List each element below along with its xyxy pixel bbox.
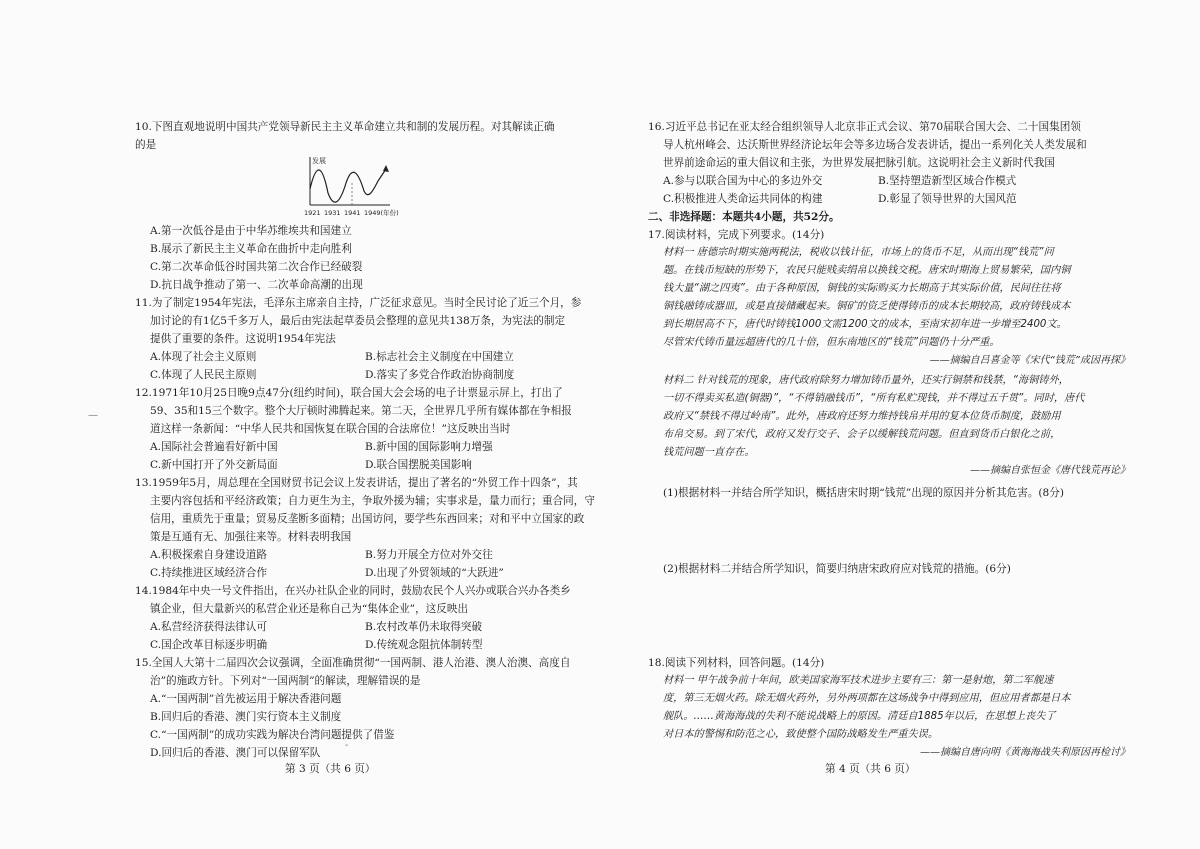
q10-options: A.第一次低谷是由于中华苏维埃共和国建立 B.展示了新民主主义革命在曲折中走向胜利 C.第二次革命低谷时国共第二次合作已经破裂 D.抗日战争推动了第一、二次革命高潮的出现 xyxy=(150,225,363,291)
margin-mark: - xyxy=(345,740,349,751)
q17-material-2-source: ——摘编自张恒金《唐代钱荒再论》 xyxy=(970,465,1130,476)
q15-options: A.“一国两制”首先被运用于解决香港问题 B.回归后的香港、澳门实行资本主义制度 C.“一国两制”的成功实践为解决台湾问题提供了借鉴 D.回归后的香港、澳门可以保留军队 xyxy=(150,693,395,759)
q15-stem: 15.全国人大第十二届四次会议强调，全面准确贯彻“一国两制、港人治港、澳人治澳、高度自 治”的施政方针。下列对“一国两制”的解读，理解错误的是 xyxy=(135,657,571,687)
q17-title: 17.阅读材料，完成下列要求。(14分) xyxy=(648,229,825,241)
q13-stem: 13.1959年5月，周总理在全国财贸书记会议上发表讲话，提出了著名的“外贸工作十四条”，其 主要内容包括和平经济政策；自力更生为主，争取外援为辅；实事求是，量力而行；重合同，守 信用，重质先于重量；贸易反垄断多面精；出国访问，要学些东西回来；对和平中立国家的政 策是互通有无、加强往来等。材料表明我国 xyxy=(135,477,595,543)
q17-material-1: 材料一 唐德宗时期实施两税法，税收以钱计征，市场上的货币不足，从而出现“钱荒”问 题。在钱币短缺的形势下，农民只能贱卖绢帛以换钱交税。唐宋时期海上贸易繁荣，国内铜 钱大量“湖之四夷”。由于各种原因，铜钱的实际购买力长期高于其实际价值，民间往往将 铜钱融铸成器皿，或是直接储藏起来。铜矿的资乏使得铸币的成本长期较高，政府铸钱成本 到长期居高不下，唐代时铸钱1000文需1200文的成本，至南宋初年进一步增至2400文。 尽管宋代铸币量远超唐代的几十倍，但东南地区的“钱荒”问题仍十分严重。 xyxy=(663,247,1071,348)
q17-subquestion-1: (1)根据材料一并结合所学知识，概括唐宋时期“钱荒”出现的原因并分析其危害。(8分) xyxy=(663,487,1065,499)
left-exam-page: 10.下图直观地说明中国共产党领导新民主主义革命建立共和制的发展历程。对其解读正确 的是 发展 1921 1931 1941 1949(年份) A.第一次低谷是由于中华苏维埃共和国建立 B.展示了新民主主义革命在曲折中走向胜利 C.第二次革命低谷时国共第二次合作已经破裂 D.抗日战争推动了第一、二次革命高潮的出现 11.为了制定1954年宪法，毛泽东主席亲自主持，广泛征求意见。当时全民讨论了近三个月，参 加讨论的有1亿5千多万人，最后由宪法起草委员会整理的意见共138万条，为宪法的制定 提供了重要的条件。这说明1954年宪法 A.体现了社会主义原则 B.标志社会主义制度在中国建立 C.体现了人民民主原则 D.落实了多党合作政治协商制度 12.1971年10月25日晚9点47分(纽约时间)，联合国大会会场的电子计票显示屏上，打出了 59、35和15三个数字。整个大厅顿时沸腾起来。第二天，全世界几乎所有媒体都在争相报 道这样一条新闻：“中华人民共和国恢复在联合国的合法席位！”这反映出当时 A.国际社会普遍看好新中国 B.新中国的国际影响力增强 C.新中国打开了外交新局面 D.联合国摆脱美国影响 13.1959年5月，周总理在全国财贸书记会议上发表讲话，提出了著名的“外贸工作十四条”，其 主要内容包括和平经济政策；自力更生为主，争取外援为辅；实事求是，量力而行；重合同，守 信用，重质先于重量；贸易反垄断多面精；出国访问，要学些东西回来；对和平中立国家的政 策是互通有无、加强往来等。材料表明我国 A.积极探索自身建设道路 B.努力开展全方位对外交往 C.持续推进区域经济合作 D.出现了外贸领域的“大跃进” 14.1984年中央一号文件指出，在兴办社队企业的同时，鼓励农民个人兴办或联合兴办各类乡 镇企业，但大量新兴的私营企业还是称自己为“集体企业”，这反映出 A.私营经济获得法律认可 B.农村改革仍未取得突破 C.国企改革目标逐步明确 D.传统观念阻抗体制转型 15.全国人大第十二届四次会议强调，全面准确贯彻“一国两制、港人治港、澳人治澳、高度自 治”的施政方针。下列对“一国两制”的解读，理解错误的是 A.“一国两制”首先被运用于解决香港问题 B.回归后的香港、澳门实行资本主义制度 C.“一国两制”的成功实践为解决台湾问题提供了借鉴 D.回归后的香港、澳门可以保留军队 — - 第 3 页（共 6 页） xyxy=(0,0,600,849)
margin-mark: — xyxy=(88,410,98,421)
q11-stem: 11.为了制定1954年宪法，毛泽东主席亲自主持，广泛征求意见。当时全民讨论了近三个月，参 加讨论的有1亿5千多万人，最后由宪法起草委员会整理的意见共138万条，为宪法的制定 提供了重要的条件。这说明1954年宪法 xyxy=(135,297,582,345)
q17-subquestion-2: (2)根据材料二并结合所学知识，简要归纳唐宋政府应对钱荒的措施。(6分) xyxy=(663,563,1011,575)
q14-stem: 14.1984年中央一号文件指出，在兴办社队企业的同时，鼓励农民个人兴办或联合兴办各类乡 镇企业，但大量新兴的私营企业还是称自己为“集体企业”，这反映出 xyxy=(135,585,571,615)
q10-chart-tick: 1941 xyxy=(344,209,361,217)
q17-material-1-source: ——摘编自吕喜金等《宋代“钱荒”成因再探》 xyxy=(929,355,1130,366)
q10-chart-tick: 1921 xyxy=(304,209,321,217)
page-number-left: 第 3 页（共 6 页） xyxy=(285,763,376,775)
q17-material-2: 材料二 针对钱荒的现象，唐代政府除努力增加铸币量外，还实行铜禁和钱禁，“海铜铸外， 一切不得卖买私造(铜器)”，“不得销融钱币”，“所有私贮现钱，并不得过五千贯”。同时，唐代 政府又“禁钱不得过岭南”。此外，唐政府还努力维持钱帛并用的复本位货币制度，鼓励用 布帛交易。到了宋代，政府又发行交子、会子以缓解钱荒问题。但直到货币白银化之前， 钱荒问题一直存在。 xyxy=(663,375,1085,458)
q16-stem: 16.习近平总书记在亚太经合组织领导人北京非正式会议、第70届联合国大会、二十国集团领 导人杭州峰会、达沃斯世界经济论坛年会等多边场合发表讲话，提出一系列化关人类发展和 世界前途命运的重大倡议和主张，为世界发展把脉引航。这说明社会主义新时代我国 xyxy=(648,121,1087,169)
q12-stem: 12.1971年10月25日晚9点47分(纽约时间)，联合国大会会场的电子计票显示屏上，打出了 59、35和15三个数字。整个大厅顿时沸腾起来。第二天，全世界几乎所有媒体都在争相报 道这样一条新闻：“中华人民共和国恢复在联合国的合法席位！”这反映出当时 xyxy=(135,387,572,435)
q10-chart-tick: 1949(年份) xyxy=(364,209,399,217)
right-exam-page: 16.习近平总书记在亚太经合组织领导人北京非正式会议、第70届联合国大会、二十国集团领 导人杭州峰会、达沃斯世界经济论坛年会等多边场合发表讲话，提出一系列化关人类发展和 世界前途命运的重大倡议和主张，为世界发展把脉引航。这说明社会主义新时代我国 A.参与以联合国为中心的多边外交 B.坚持塑造新型区域合作模式 C.积极推进人类命运共同体的构建 D.彰显了领导世界的大国风范 二、非选择题：本题共4小题，共52分。 17.阅读材料，完成下列要求。(14分) 材料一 唐德宗时期实施两税法，税收以钱计征，市场上的货币不足，从而出现“钱荒”问 题。在钱币短缺的形势下，农民只能贱卖绢帛以换钱交税。唐宋时期海上贸易繁荣，国内铜 钱大量“湖之四夷”。由于各种原因，铜钱的实际购买力长期高于其实际价值，民间往往将 铜钱融铸成器皿，或是直接储藏起来。铜矿的资乏使得铸币的成本长期较高，政府铸钱成本 到长期居高不下，唐代时铸钱1000文需1200文的成本，至南宋初年进一步增至2400文。 尽管宋代铸币量远超唐代的几十倍，但东南地区的“钱荒”问题仍十分严重。 ——摘编自吕喜金等《宋代“钱荒”成因再探》 材料二 针对钱荒的现象，唐代政府除努力增加铸币量外，还实行铜禁和钱禁，“海铜铸外， 一切不得卖买私造(铜器)”，“不得销融钱币”，“所有私贮现钱，并不得过五千贯”。同时，唐代 政府又“禁钱不得过岭南”。此外，唐政府还努力维持钱帛并用的复本位货币制度，鼓励用 布帛交易。到了宋代，政府又发行交子、会子以缓解钱荒问题。但直到货币白银化之前， 钱荒问题一直存在。 ——摘编自张恒金《唐代钱荒再论》 (1)根据材料一并结合所学知识，概括唐宋时期“钱荒”出现的原因并分析其危害。(8分) (2)根据材料二并结合所学知识，简要归纳唐宋政府应对钱荒的措施。(6分) 18.阅读下列材料，回答问题。(14分) 材料一 甲午战争前十年间，欧美国家海军技术进步主要有三：第一是射炮，第二军舰速 度，第三无烟火药。除无烟火药外，另外两项都在这场战争中得到应用，但应用者都是日本 舰队。……黄海海战的失利不能说战略上的原因。清廷自1885年以后，在思想上丧失了 对日本的警惕和防范之心，致使整个国防战略发生严重失误。 ——摘编自唐向明《黄海海战失利原因再检讨》 第 4 页（共 6 页） xyxy=(600,0,1200,849)
q10-chart-tick: 1931 xyxy=(324,209,341,217)
q10-stem: 10.下图直观地说明中国共产党领导新民主主义革命建立共和制的发展历程。对其解读正确 的是 xyxy=(135,121,555,151)
q18-material-1: 材料一 甲午战争前十年间，欧美国家海军技术进步主要有三：第一是射炮，第二军舰速 度，第三无烟火药。除无烟火药外，另外两项都在这场战争中得到应用，但应用者都是日本 舰队。……黄海海战的失利不能说战略上的原因。清廷自1885年以后，在思想上丧失了 对日本的警惕和防范之心，致使整个国防战略发生严重失误。 xyxy=(663,675,1071,740)
q18-title: 18.阅读下列材料，回答问题。(14分) xyxy=(648,657,825,669)
q10-trend-chart xyxy=(282,153,422,221)
q10-trend-line xyxy=(310,169,386,202)
section-heading-nonchoice: 二、非选择题：本题共4小题，共52分。 xyxy=(648,211,840,223)
q18-material-1-source: ——摘编自唐向明《黄海海战失利原因再检讨》 xyxy=(920,747,1130,758)
q10-chart-axis-label: 发展 xyxy=(312,157,326,165)
page-number-right: 第 4 页（共 6 页） xyxy=(825,763,916,775)
